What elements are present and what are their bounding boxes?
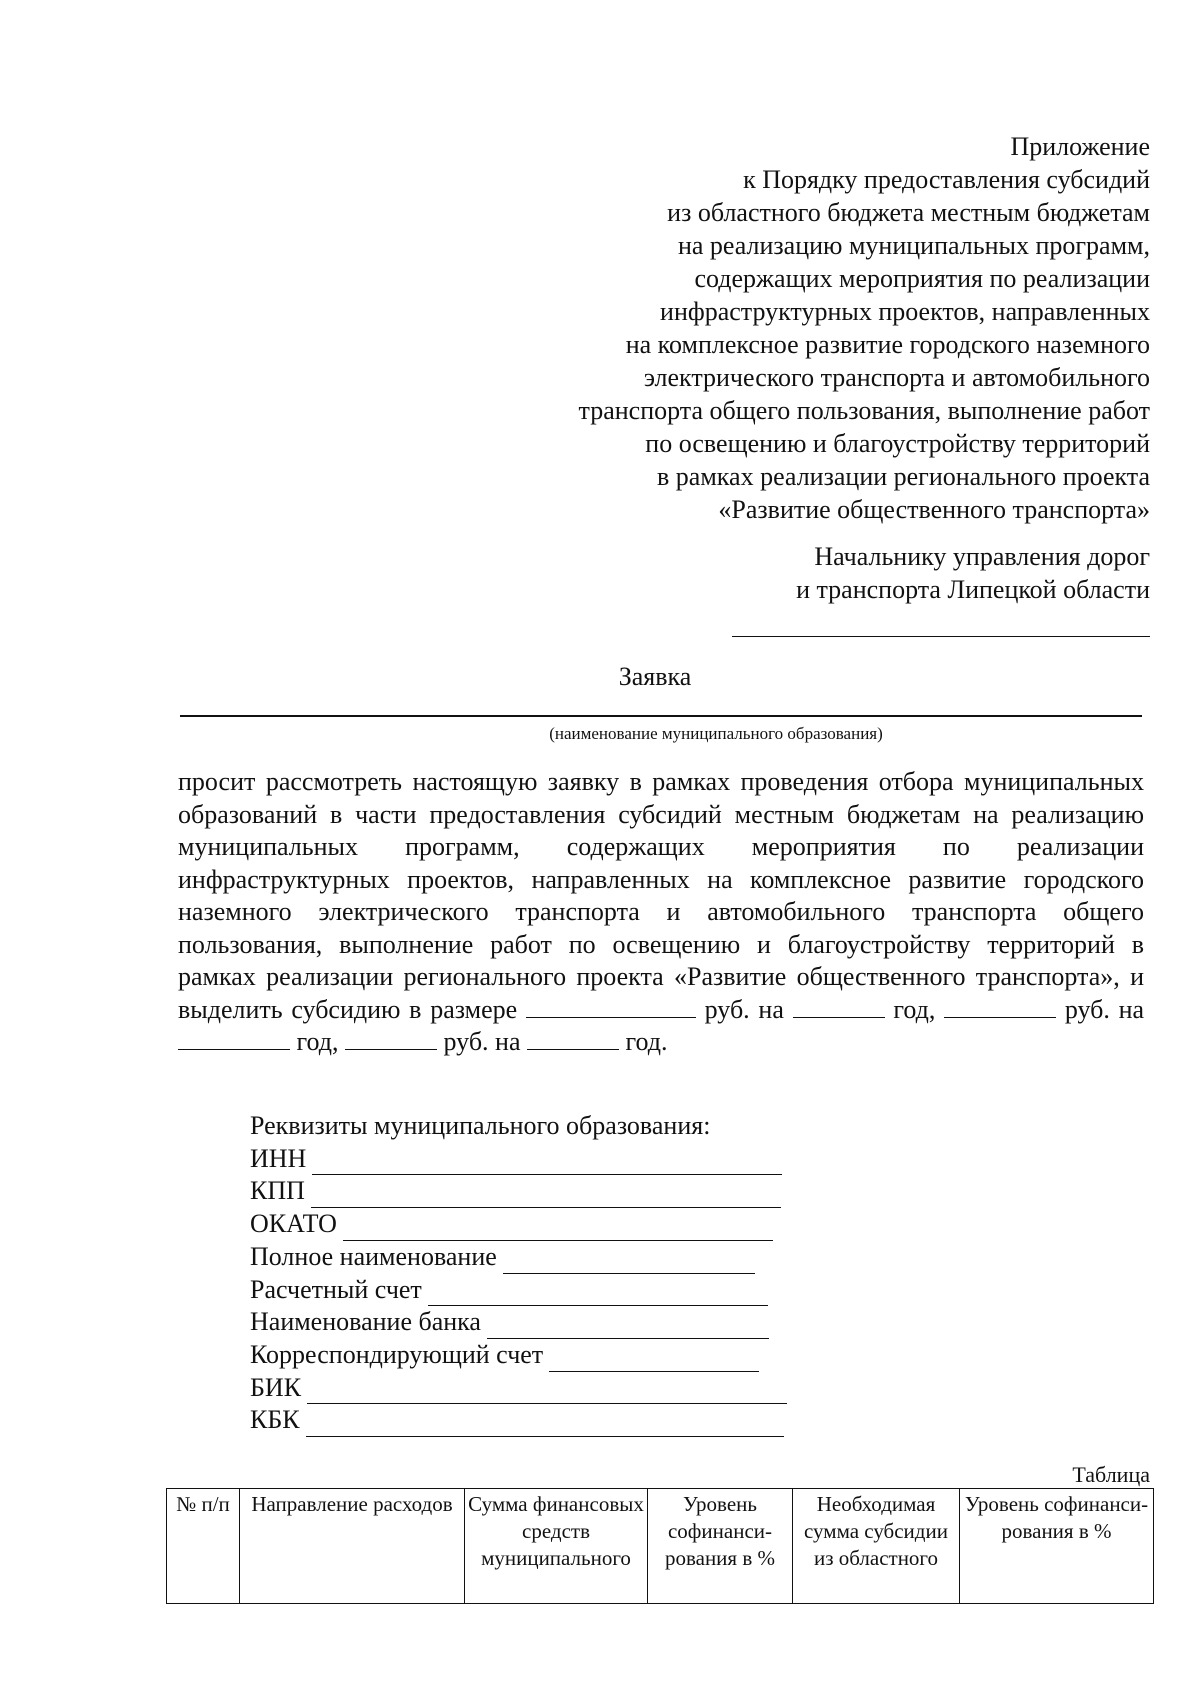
appendix-line: содержащих мероприятия по реализации [694,264,1150,293]
requisite-row-corr-account [250,1339,850,1372]
requisite-row-account [250,1274,850,1307]
inn-field[interactable] [312,1152,782,1175]
amount-word: год, [893,994,936,1024]
appendix-line: в рамках реализации регионального проекта [657,462,1150,491]
amount-blank-2[interactable] [944,997,1056,1018]
requisite-row-bik [250,1372,850,1405]
requisite-label: Корреспондирующий счет [250,1339,544,1369]
requisite-label: КБК [250,1405,300,1435]
header-cofin-level-2: Уровень софинанси-рования в % [960,1489,1154,1604]
appendix-header [450,130,1150,526]
document-title: Заявка [618,662,692,691]
appendix-line: транспорта общего пользования, выполнение работ [578,396,1150,425]
year-blank-3[interactable] [527,1029,619,1050]
requisite-row-okato [250,1208,850,1241]
appendix-line: на комплексное развитие городского наземного [625,330,1150,359]
requisite-label: ОКАТО [250,1209,337,1239]
requisite-label: ИНН [250,1143,307,1173]
bank-field[interactable] [487,1316,769,1339]
requisite-label: КПП [250,1176,305,1206]
requisite-label: Наименование банка [250,1307,481,1337]
amount-blank-1[interactable] [526,997,696,1018]
requisite-label: БИК [250,1372,302,1402]
table-header-row [167,1489,1154,1604]
municipality-name-blank[interactable] [180,715,1142,717]
requisite-row-inn [250,1143,850,1176]
appendix-line: Приложение [1010,132,1150,161]
appendix-line: «Развитие общественного транспорта» [718,495,1150,524]
appendix-line: по освещению и благоустройству территорий [645,429,1150,458]
requisite-label: Расчетный счет [250,1274,422,1304]
requisite-row-full-name [250,1241,850,1274]
requisites-block [250,1110,850,1437]
header-number: № п/п [167,1489,240,1604]
header-muni-sum: Сумма финансовых средств муниципального [465,1489,648,1604]
corr-account-field[interactable] [549,1349,759,1372]
appendix-line: к Порядку предоставления субсидий [743,165,1150,194]
year-blank-1[interactable] [793,997,885,1018]
year-blank-2[interactable] [178,1029,290,1050]
full-name-field[interactable] [503,1251,755,1274]
okato-field[interactable] [343,1218,773,1241]
addressee-block [550,540,1150,645]
amount-word: год. [625,1027,668,1056]
amount-word: руб. на [704,994,784,1024]
financing-table [166,1488,1154,1604]
header-subsidy-sum: Необходимая сумма субсидии из областного [793,1489,960,1604]
appendix-line: из областного бюджета местным бюджетам [667,198,1150,227]
requisite-row-bank [250,1306,850,1339]
table-label: Таблица [1072,1462,1150,1487]
requisite-label: Полное наименование [250,1241,497,1271]
request-text: просит рассмотреть настоящую заявку в рамках проведения отбора муниципальных образований в части предоставления субсидий местным бюджетам на реализацию муниципальных программ, содержащих мероприятия по реализации инфраструктурных проектов, направленных на комплексное развитие городского наземного электрического транспорта и автомобильного транспорта общего пользования, выполнение работ по освещению и благоустройству территорий в рамках реализации регионального проекта «Развитие общественного транспорта», и выделить субсидию в размере [178,767,1144,1024]
amount-word: руб. на [443,1027,521,1056]
request-paragraph [178,766,1144,1059]
amount-blank-3[interactable] [345,1029,437,1050]
header-cofin-level: Уровень софинанси-рования в % [648,1489,793,1604]
appendix-line: инфраструктурных проектов, направленных [660,297,1150,326]
requisite-row-kpp [250,1175,850,1208]
requisites-heading: Реквизиты муниципального образования: [250,1111,711,1140]
addressee-line: и транспорта Липецкой области [796,575,1150,604]
addressee-name-blank[interactable] [732,616,1150,637]
amount-word: руб. на [1064,994,1145,1024]
bik-field[interactable] [307,1381,787,1404]
requisite-row-kbk [250,1404,850,1437]
addressee-line: Начальнику управления дорог [814,542,1150,571]
header-direction: Направление расходов [240,1489,465,1604]
appendix-line: электрического транспорта и автомобильного [643,363,1150,392]
account-field[interactable] [428,1283,768,1306]
kpp-field[interactable] [311,1185,781,1208]
kbk-field[interactable] [306,1414,784,1437]
appendix-line: на реализацию муниципальных программ, [677,231,1150,260]
amount-word: год, [296,1027,339,1056]
municipality-name-caption: (наименование муниципального образования) [549,724,883,743]
